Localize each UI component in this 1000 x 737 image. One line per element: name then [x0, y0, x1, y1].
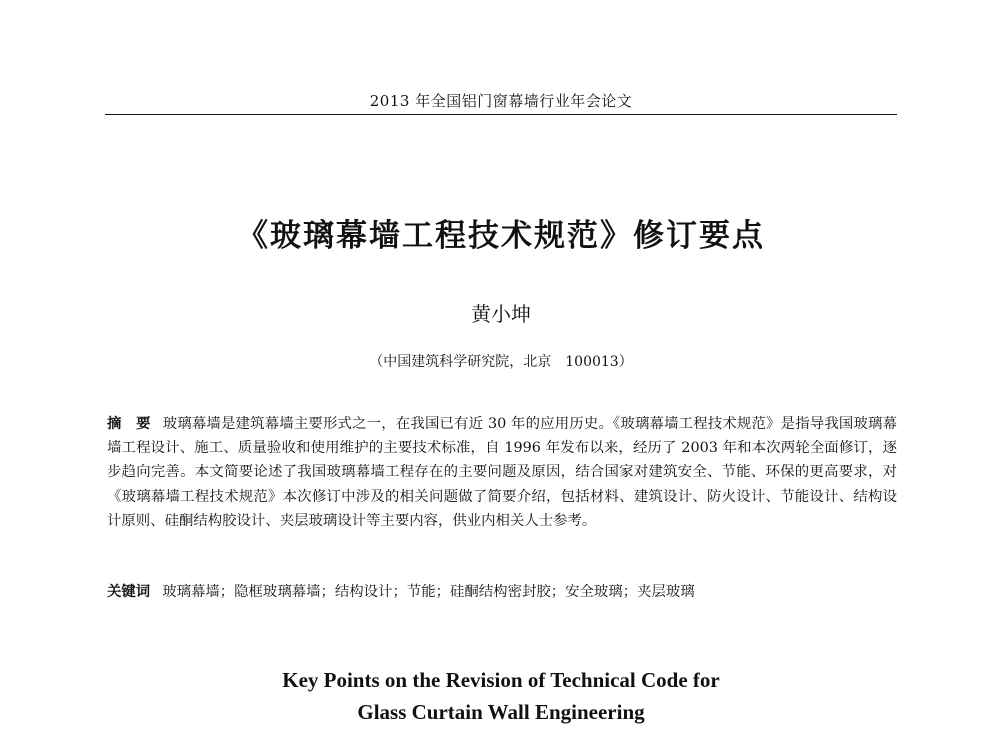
header-rule: [105, 114, 897, 115]
abstract-label: 摘 要: [107, 415, 151, 432]
english-title: [105, 664, 897, 728]
author-affiliation: （中国建筑科学研究院，北京 100013）: [369, 354, 633, 370]
running-header: 2013 年全国铝门窗幕墙行业年会论文: [369, 92, 633, 110]
keywords-text: 玻璃幕墙；隐框玻璃幕墙；结构设计；节能；硅酮结构密封胶；安全玻璃；夹层玻璃: [162, 584, 695, 600]
english-title-line1: Key Points on the Revision of Technical Code for: [282, 668, 720, 692]
keywords-label: 关键词: [107, 583, 151, 600]
abstract-text: 玻璃幕墙是建筑幕墙主要形式之一，在我国已有近 30 年的应用历史。《玻璃幕墙工程技术规范》是指导我国玻璃幕墙工程设计、施工、质量验收和使用维护的主要技术标准，自 1996 年发布以来，经历了 2003 年和本次两轮全面修订，逐步趋向完善。本文简要论述了我国玻璃幕墙工程存在的主要问题及原因，结合国家对建筑安全、节能、环保的更高要求，对《玻璃幕墙工程技术规范》本次修订中涉及的相关问题做了简要介绍，包括材料、建筑设计、防火设计、节能设计、结构设计原则、硅酮结构胶设计、夹层玻璃设计等主要内容，供业内相关人士参考。: [107, 416, 897, 529]
keywords: [107, 580, 897, 601]
author-name: 黄小坤: [471, 302, 531, 326]
abstract: [107, 412, 897, 533]
paper-title: 《玻璃幕墙工程技术规范》修订要点: [237, 218, 765, 254]
english-title-line2: Glass Curtain Wall Engineering: [357, 700, 645, 724]
